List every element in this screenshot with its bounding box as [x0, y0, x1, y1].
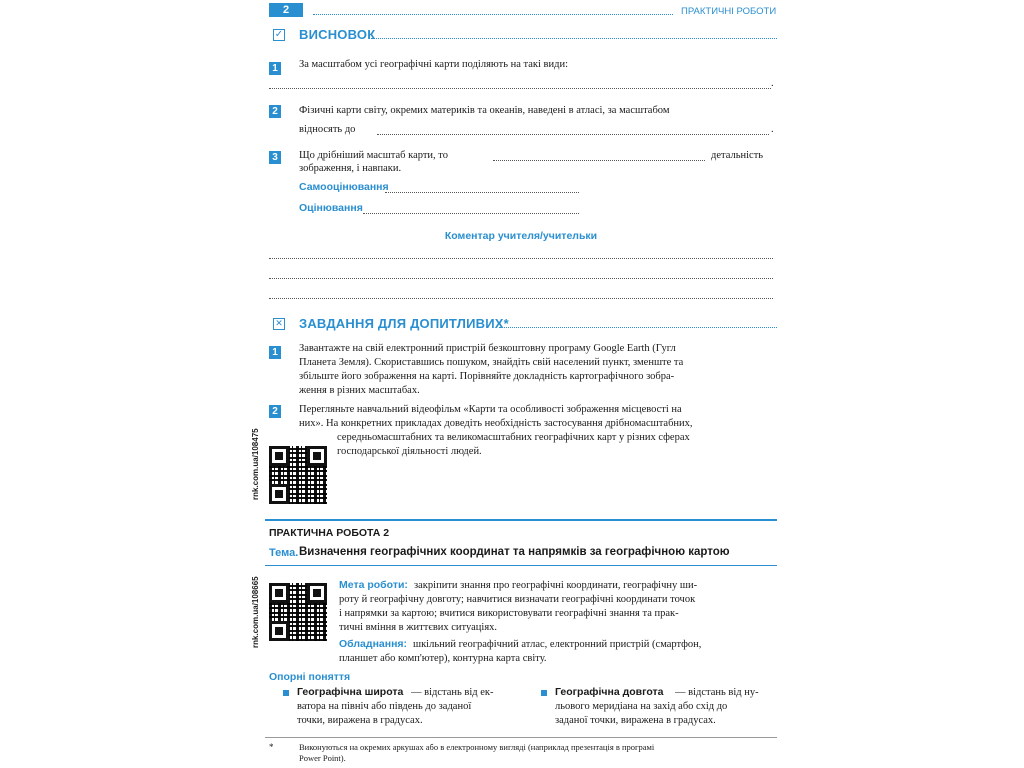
- equipment-label: Обладнання:: [339, 638, 408, 650]
- topic-text: Визначення географічних координат та напрямків за географічною картою: [299, 546, 730, 558]
- footnote-line: Виконуються на окремих аркушах або в електронному вигляді (наприклад презентація в програмі: [299, 742, 655, 752]
- comment-line: [269, 298, 773, 299]
- item-number: 2: [269, 405, 281, 418]
- conclusion-item-text: Що дрібніший масштаб карти, то: [299, 150, 448, 161]
- qr-link-label: rnk.com.ua/108475: [251, 428, 260, 500]
- conclusion-item-text-end: детальність: [711, 150, 764, 161]
- qr-finder: [269, 446, 289, 466]
- goal-label: Мета роботи:: [339, 579, 408, 591]
- answer-line: [269, 88, 771, 89]
- item-number: 2: [269, 105, 281, 118]
- curious-item-line: них». На конкретних прикладах доведіть необхідність застосування дрібномасштабних,: [299, 418, 693, 429]
- equipment-line: планшет або комп'ютер), контурна карта світу.: [339, 653, 547, 664]
- curious-item-line: Перегляньте навчальний відеофільм «Карти та особливості зображення місцевості на: [299, 404, 682, 415]
- qr-link-label: rnk.com.ua/108665: [251, 576, 260, 648]
- equipment-line: шкільний географічний атлас, електронний пристрій (смартфон,: [413, 639, 702, 650]
- page-number-box: [269, 3, 303, 17]
- item-number: 3: [269, 151, 281, 164]
- qr-finder: [269, 484, 289, 504]
- answer-line-period: .: [771, 78, 774, 89]
- goal-line: роту й географічну довготу; навчитися визначати географічні координати точок: [339, 594, 696, 605]
- latitude-line: — відстань від ек-: [411, 687, 494, 698]
- teacher-comment-title: Коментар учителя/учительки: [444, 230, 598, 242]
- curious-item-line: збільште його зображення на карті. Порівняйте докладність картографічного зобра-: [299, 371, 675, 382]
- assessment-line: [363, 213, 579, 214]
- comment-line: [269, 258, 773, 259]
- footnote-mark: *: [269, 742, 274, 752]
- running-header: ПРАКТИЧНІ РОБОТИ: [681, 6, 777, 17]
- cross-box-icon: ✕: [273, 318, 285, 330]
- latitude-line: ватора на північ або південь до заданої: [297, 701, 472, 712]
- section-divider: [265, 519, 777, 521]
- conclusion-item-text-cont: відносять до: [299, 124, 356, 135]
- longitude-line: — відстань від ну-: [675, 687, 759, 698]
- page-number: 2: [282, 4, 290, 16]
- latitude-line: точки, виражена в градусах.: [297, 715, 423, 726]
- answer-line: [493, 160, 705, 161]
- item-number: 1: [269, 62, 281, 75]
- concepts-title: Опорні поняття: [269, 671, 351, 683]
- qr-finder: [307, 446, 327, 466]
- qr-finder: [269, 583, 289, 603]
- topic-underline: [265, 565, 777, 566]
- curious-title-rule: [499, 327, 777, 328]
- answer-line-period: .: [771, 124, 774, 135]
- item-number: 1: [269, 346, 281, 359]
- conclusion-title: ВИСНОВОК: [299, 27, 376, 42]
- curious-item-line: середньомасштабних та великомасштабних географічних карт у різних сферах: [337, 432, 690, 443]
- curious-title: ЗАВДАННЯ ДЛЯ ДОПИТЛИВИХ*: [299, 316, 509, 331]
- longitude-term: Географічна довгота: [555, 686, 664, 698]
- longitude-line: льового меридіана на захід або схід до: [555, 701, 728, 712]
- conclusion-item-text: За масштабом усі географічні карти поділяють на такі види:: [299, 59, 569, 70]
- qr-code[interactable]: [269, 446, 327, 504]
- goal-line: тичні вміння в життєвих ситуаціях.: [339, 622, 498, 633]
- footnote-rule: [265, 737, 777, 738]
- self-assessment-label: Самооцінювання: [299, 181, 389, 193]
- curious-item-line: Завантажте на свій електронний пристрій безкоштовну програму Google Earth (Гугл: [299, 343, 676, 354]
- curious-item-line: господарської діяльності людей.: [337, 446, 482, 457]
- header-dotted-rule: [313, 14, 673, 15]
- assessment-label: Оцінювання: [299, 202, 363, 214]
- curious-item-line: ження в різних масштабах.: [299, 385, 420, 396]
- bullet-icon: [541, 690, 547, 696]
- conclusion-title-rule: [371, 38, 777, 39]
- self-assessment-line: [385, 192, 579, 193]
- textbook-page: [251, 0, 777, 768]
- comment-line: [269, 278, 773, 279]
- practical-title: ПРАКТИЧНА РОБОТА 2: [269, 527, 390, 539]
- answer-line: [377, 134, 769, 135]
- checkbox-icon: ✓: [274, 29, 284, 40]
- latitude-term: Географічна широта: [297, 686, 404, 698]
- conclusion-item-text: Фізичні карти світу, окремих материків та океанів, наведені в атласі, за масштабом: [299, 105, 670, 116]
- qr-finder: [269, 621, 289, 641]
- longitude-line: заданої точки, виражена в градусах.: [555, 715, 716, 726]
- qr-finder: [307, 583, 327, 603]
- footnote-line: Power Point).: [299, 753, 346, 763]
- qr-code[interactable]: [269, 583, 327, 641]
- curious-item-line: Планета Земля). Скориставшись пошуком, знайдіть свій населений пункт, зменште та: [299, 357, 684, 368]
- goal-line: закріпити знання про географічні координати, географічну ши-: [414, 580, 698, 591]
- topic-label: Тема.: [269, 547, 299, 559]
- bullet-icon: [283, 690, 289, 696]
- goal-line: і напрямки за картою; вчитися використовувати географічні знання та прак-: [339, 608, 679, 619]
- conclusion-item-text-cont: зображення, і навпаки.: [299, 163, 402, 174]
